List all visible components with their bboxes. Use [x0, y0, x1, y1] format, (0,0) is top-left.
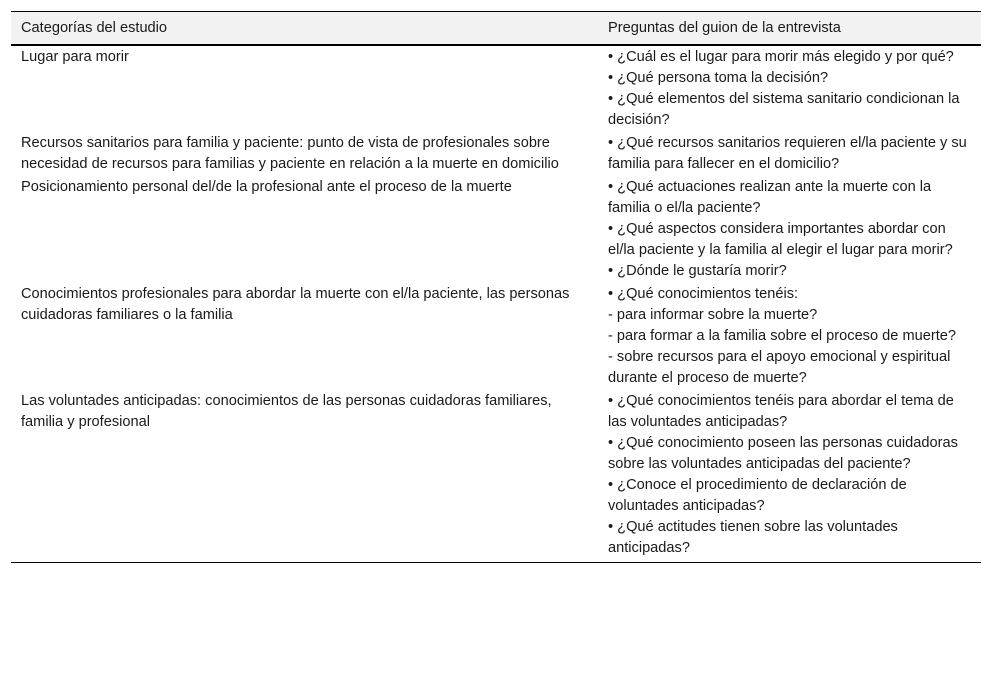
table-row	[11, 176, 981, 283]
question-item: • ¿Qué aspectos considera importantes abordar con el/la paciente y la familia al elegir el lugar para morir?	[608, 221, 953, 258]
category-cell: Conocimientos profesionales para abordar la muerte con el/la paciente, las personas cuidadoras familiares o la familia	[21, 286, 570, 323]
question-item: • ¿Qué actitudes tienen sobre las voluntades anticipadas?	[608, 519, 898, 556]
question-item: - para formar a la familia sobre el proceso de muerte?	[608, 328, 956, 344]
question-item: • ¿Qué conocimientos tenéis para abordar el tema de las voluntades anticipadas?	[608, 393, 954, 430]
questions-cell	[598, 45, 981, 132]
question-item: • ¿Dónde le gustaría morir?	[608, 263, 787, 279]
interview-table-container	[11, 11, 981, 563]
questions-cell	[598, 176, 981, 283]
table-row	[11, 283, 981, 390]
category-cell: Recursos sanitarios para familia y paciente: punto de vista de profesionales sobre necesidad de recursos para familias y paciente en relación a la muerte en domicilio	[21, 135, 559, 172]
category-cell: Lugar para morir	[21, 49, 129, 65]
table-row	[11, 132, 981, 176]
question-item: • ¿Qué conocimientos tenéis:	[608, 286, 799, 302]
question-item: • ¿Qué conocimiento poseen las personas cuidadoras sobre las voluntades anticipadas del paciente?	[608, 435, 958, 472]
question-item: • ¿Qué actuaciones realizan ante la muerte con la familia o el/la paciente?	[608, 179, 932, 216]
category-cell: Posicionamiento personal del/de la profesional ante el proceso de la muerte	[21, 179, 512, 195]
question-item: • ¿Conoce el procedimiento de declaración de voluntades anticipadas?	[608, 477, 907, 514]
table-row	[11, 45, 981, 132]
question-item: - sobre recursos para el apoyo emocional y espiritual durante el proceso de muerte?	[608, 349, 951, 386]
question-item: • ¿Qué recursos sanitarios requieren el/la paciente y su familia para fallecer en el domicilio?	[608, 135, 967, 172]
questions-cell	[598, 390, 981, 563]
questions-cell	[598, 132, 981, 176]
questions-cell	[598, 283, 981, 390]
question-item: • ¿Qué elementos del sistema sanitario condicionan la decisión?	[608, 91, 960, 128]
header-categories: Categorías del estudio	[11, 12, 598, 46]
table-row	[11, 390, 981, 563]
header-questions: Preguntas del guion de la entrevista	[598, 12, 981, 46]
question-item: • ¿Qué persona toma la decisión?	[608, 70, 829, 86]
category-cell: Las voluntades anticipadas: conocimientos de las personas cuidadoras familiares, familia y profesional	[11, 390, 598, 563]
interview-categories-table	[11, 11, 981, 563]
question-item: • ¿Cuál es el lugar para morir más elegido y por qué?	[608, 49, 954, 65]
table-header-row	[11, 12, 981, 46]
question-item: - para informar sobre la muerte?	[608, 307, 818, 323]
